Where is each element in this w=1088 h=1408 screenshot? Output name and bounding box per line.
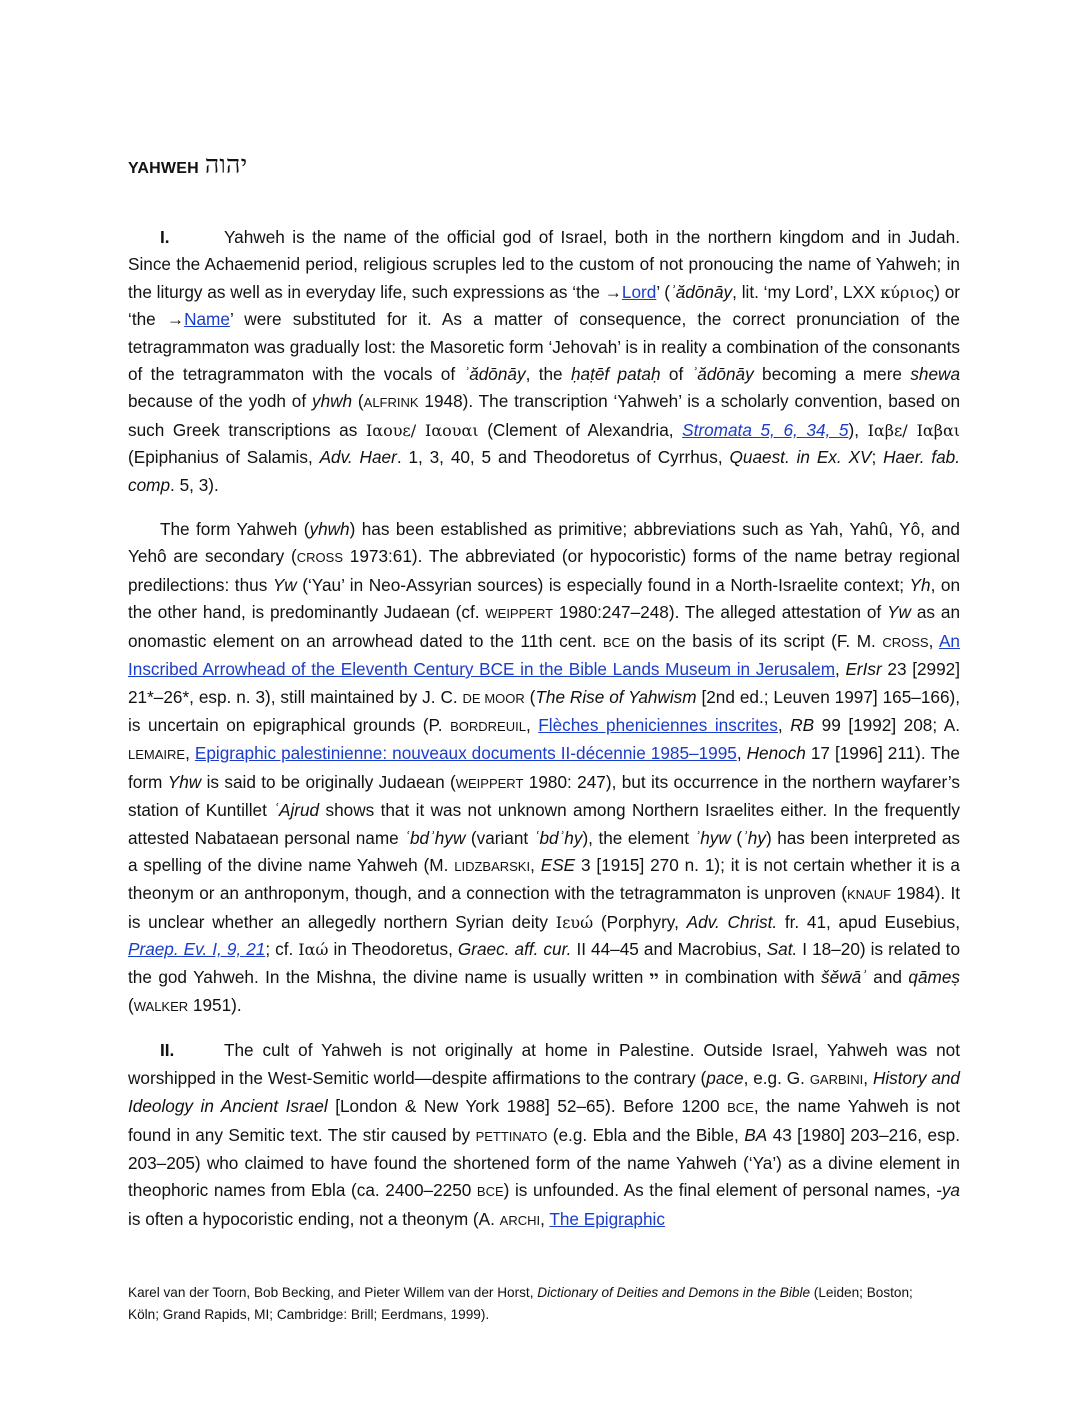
link-label: Praep. Ev. I, 9, 21 <box>128 939 266 960</box>
italic-term: qāmeṣ <box>908 966 960 987</box>
text: Yahweh is the name of the official god of Israel, both in the northern kingdom and in Judah. Since the Achaemenid period, religious scruples led to the custom of not pronoucing the name of Yahweh; in the liturgy as well as in everyday life, such expressions as ‘the → <box>128 227 960 302</box>
text: (Porphyry, <box>593 911 687 932</box>
text: and <box>866 966 909 987</box>
italic-term: Graec. aff. cur. <box>457 939 572 960</box>
link-epigraphic-palestinienne[interactable]: Epigraphic palestinienne: nouveaux documents II-décennie 1985–1995 <box>194 743 737 764</box>
author-name: WEIPPERT <box>485 606 554 622</box>
italic-term: Yhw <box>167 771 202 792</box>
text: , <box>928 630 939 651</box>
italic-term: Henoch <box>746 743 806 764</box>
section-1-paragraph <box>128 224 960 499</box>
text: because of the yodh of <box>128 391 312 412</box>
text: . 1, 3, 40, 5 and Theodoretus of Cyrrhus, <box>396 447 730 468</box>
italic-term: shewa <box>910 364 961 385</box>
text: (Epiphanius of Salamis, <box>128 447 320 468</box>
text: The cult of Yahweh is not originally at home in Palestine. Outside Israel, Yahweh was not worshipped in the West-Semitic world—despite affirmations to the contrary ( <box>128 1040 960 1088</box>
italic-term: BA <box>744 1124 768 1145</box>
author-name: KNAUF <box>847 887 892 903</box>
text: , <box>777 714 791 735</box>
text: [2nd ed.; Leuven 1997] 165–166), is uncertain on epigraphical grounds (P. <box>128 686 961 735</box>
entry-title: YAHWEH <box>128 160 199 177</box>
author-name: GARBINI <box>809 1071 864 1087</box>
italic-term: The Rise of Yahwism <box>535 686 697 707</box>
greek-term: κύριος <box>880 282 935 302</box>
greek-term: Ιαβε/ Ιαβαι <box>867 420 961 440</box>
author-name: ARCHI <box>499 1212 541 1228</box>
text: (‘Yau’ in Neo-Assyrian sources) is especially found in a North-Israelite context; <box>296 574 910 595</box>
era-abbrev: BCE <box>727 1100 754 1116</box>
document-page <box>128 150 960 1251</box>
text: ; <box>871 447 884 468</box>
text: ), <box>848 419 868 440</box>
text: 3 [1915] 270 n. 1); it is not certain whether it is a theonym or an anthroponym, though, and a connection with the tetragrammaton is unproven ( <box>128 854 960 904</box>
paragraph-2 <box>128 516 960 1020</box>
text: , <box>530 854 541 875</box>
text: as an onomastic element on an arrowhead dated to the 11th cent. <box>128 602 960 651</box>
text: is often a hypocoristic ending, not a theonym (A. <box>128 1208 500 1229</box>
text: ) has been established as primitive; abbreviations such as Yah, Yahû, Yô, and Yehô are secondary ( <box>128 519 960 567</box>
italic-term: šĕwāʾ <box>821 966 867 987</box>
greek-term: Ιαουε/ Ιαουαι <box>365 420 479 440</box>
author-name: LEMAIRE <box>128 747 186 763</box>
text: II 44–45 and Macrobius, <box>571 939 767 960</box>
text: of <box>660 364 692 385</box>
text: , the <box>525 364 571 385</box>
author-name: ALFRINK <box>363 395 419 411</box>
italic-term: Quaest. in Ex. XV <box>729 447 872 468</box>
text: [London & New York 1988] 52–65). Before 1200 <box>327 1096 728 1117</box>
text: The form Yahweh ( <box>160 519 310 540</box>
italic-term: ʿAjrud <box>273 800 320 821</box>
text: , the name Yahweh is not found in any Semitic text. The stir caused by <box>128 1096 961 1145</box>
text: ( <box>524 686 536 707</box>
text: , e.g. G. <box>743 1067 810 1088</box>
italic-term: ESE <box>540 854 576 875</box>
text: 1951). <box>188 994 242 1015</box>
text: ), the element <box>582 827 695 848</box>
italic-term: Haer. fab. comp <box>128 447 960 495</box>
author-name: CROSS <box>296 550 344 566</box>
text: 1980: 247), but its occurrence in the northern wayfarer’s station of Kuntillet <box>128 771 961 821</box>
author-name: WEIPPERT <box>455 775 524 791</box>
text: ; cf. <box>265 939 299 960</box>
italic-term: ʾădōnāy <box>463 364 526 385</box>
link-name[interactable]: Name <box>184 309 230 330</box>
text: fr. 41, apud Eusebius, <box>777 911 960 932</box>
italic-term: yhwh <box>309 519 350 540</box>
text: shows that it was not unknown among Northern Israelites either. In the frequently attested Nabataean personal name <box>128 800 960 848</box>
italic-term: Yh <box>909 574 931 595</box>
text: , on the other hand, is predominantly Judaean (cf. <box>128 574 961 623</box>
text: . 5, 3). <box>170 474 219 495</box>
italic-term: ʾădōnāy <box>670 281 733 302</box>
text: ) has been interpreted as a spelling of the divine name Yahweh (M. <box>128 827 960 875</box>
italic-term: -ya <box>936 1180 960 1201</box>
author-name: LIDZBARSKI <box>454 858 531 874</box>
italic-term: pace <box>706 1067 744 1088</box>
entry-heading <box>128 150 960 180</box>
text: ( <box>352 391 364 412</box>
italic-term: ʾhy <box>742 827 766 848</box>
text: in combination with <box>658 966 821 987</box>
text: , <box>540 1208 550 1229</box>
text: ) or ‘the → <box>128 281 960 330</box>
greek-term: Ιαώ <box>298 940 329 960</box>
citation-footer <box>128 1282 928 1326</box>
italic-term: yhwh <box>311 391 353 412</box>
text: , <box>835 659 846 680</box>
italic-term: ʾădōnāy <box>691 364 754 385</box>
author-name: WALKER <box>133 998 189 1014</box>
text: in Theodoretus, <box>328 939 458 960</box>
greek-term: Ιευώ <box>555 912 594 932</box>
section-number: I. <box>160 227 170 247</box>
link-arrowhead[interactable]: An Inscribed Arrowhead of the Eleventh Century BCE in the Bible Lands Museum in Jerusalem <box>128 630 960 680</box>
italic-term: Adv. Haer <box>319 447 397 468</box>
section-number: II. <box>160 1040 175 1061</box>
text: , <box>736 743 747 764</box>
text: (e.g. Ebla and the Bible, <box>547 1124 745 1145</box>
author-name: BORDREUIL <box>450 718 526 734</box>
italic-term: ḥaṭēf pataḥ <box>570 364 661 385</box>
text: 1948). The transcription ‘Yahweh’ is a scholarly convention, based on such Greek transcriptions as <box>128 391 960 440</box>
italic-term: ErIsr <box>845 659 882 680</box>
hebrew-title: יהוה <box>204 150 248 179</box>
text: , <box>863 1067 873 1088</box>
text: 1980:247–248). The alleged attestation of <box>553 602 888 623</box>
text: ) is unfounded. As the final element of personal names, <box>503 1180 937 1201</box>
text: 99 [1992] 208; A. <box>814 714 960 735</box>
link-praep-ev[interactable] <box>128 939 265 959</box>
italic-term: ʾhyw <box>694 827 731 848</box>
text: I 18–20) is related to the god Yahweh. In the Mishna, the divine name is usually written <box>128 939 960 987</box>
text: ’ ( <box>656 281 671 302</box>
text: on the basis of its script (F. M. <box>629 630 883 651</box>
italic-term: Yw <box>887 602 911 623</box>
text: 43 [1980] 203–216, esp. 203–205) who claimed to have found the shortened form of the name Yahweh (‘Ya’) as a divine element in theophoric names from Ebla (ca. 2400–2250 <box>128 1124 960 1201</box>
text: 1984). It is unclear whether an allegedly northern Syrian deity <box>128 883 961 932</box>
italic-term: Adv. Christ. <box>686 911 778 932</box>
text: is said to be originally Judaean ( <box>201 771 456 792</box>
link-the-epigraphic[interactable]: The Epigraphic <box>549 1208 665 1229</box>
italic-term: Yw <box>272 574 297 595</box>
text: (Leiden; Boston; Köln; Grand Rapids, MI; Cambridge: Brill; Eerdmans, 1999). <box>128 1285 913 1322</box>
link-lord[interactable]: Lord <box>621 281 657 302</box>
author-name: CROSS <box>882 634 929 650</box>
text: , <box>525 714 539 735</box>
text: , <box>185 743 195 764</box>
author-name: DE MOOR <box>462 690 525 706</box>
author-name: PETTINATO <box>475 1128 548 1144</box>
link-stromata[interactable] <box>682 420 848 440</box>
text: ( <box>128 994 134 1015</box>
italic-term: ʿbdʾhyw <box>404 827 466 848</box>
link-label: Stromata 5, 6, 34, 5 <box>682 419 849 440</box>
text: 17 [1996] 211). The form <box>128 743 960 792</box>
text: Karel van der Toorn, Bob Becking, and Pieter Willem van der Horst, <box>128 1285 538 1300</box>
text: ’ were substituted for it. As a matter of consequence, the correct pronunciation of the tetragrammaton was gradually lost: the Masoretic form ‘Jehovah’ is in reality a combination of the consonants of the tetragrammaton with the vocals of <box>128 309 960 385</box>
hebrew-term: יי <box>649 967 659 988</box>
italic-term: RB <box>790 714 815 735</box>
section-2-paragraph <box>128 1037 960 1234</box>
italic-term: ʿbdʾhy <box>533 827 583 848</box>
link-fleches[interactable]: Flèches pheniciennes inscrites <box>538 714 778 735</box>
text: 1973:61). The abbreviated (or hypocoristic) forms of the name betray regional predilections: thus <box>128 546 960 595</box>
text: (Clement of Alexandria, <box>478 419 683 440</box>
text: becoming a mere <box>753 364 911 385</box>
text: (variant <box>465 827 534 848</box>
italic-term: History and Ideology in Ancient Israel <box>128 1067 960 1117</box>
text: 23 [2992] 21*–26*, esp. n. 3), still maintained by J. C. <box>128 659 960 707</box>
text: , lit. ‘my Lord’, LXX <box>732 281 881 302</box>
era-abbrev: BCE <box>602 634 630 650</box>
era-abbrev: BCE <box>476 1184 504 1200</box>
text: ( <box>730 827 743 848</box>
book-title: Dictionary of Deities and Demons in the Bible <box>537 1285 811 1300</box>
italic-term: Sat. <box>766 939 798 960</box>
